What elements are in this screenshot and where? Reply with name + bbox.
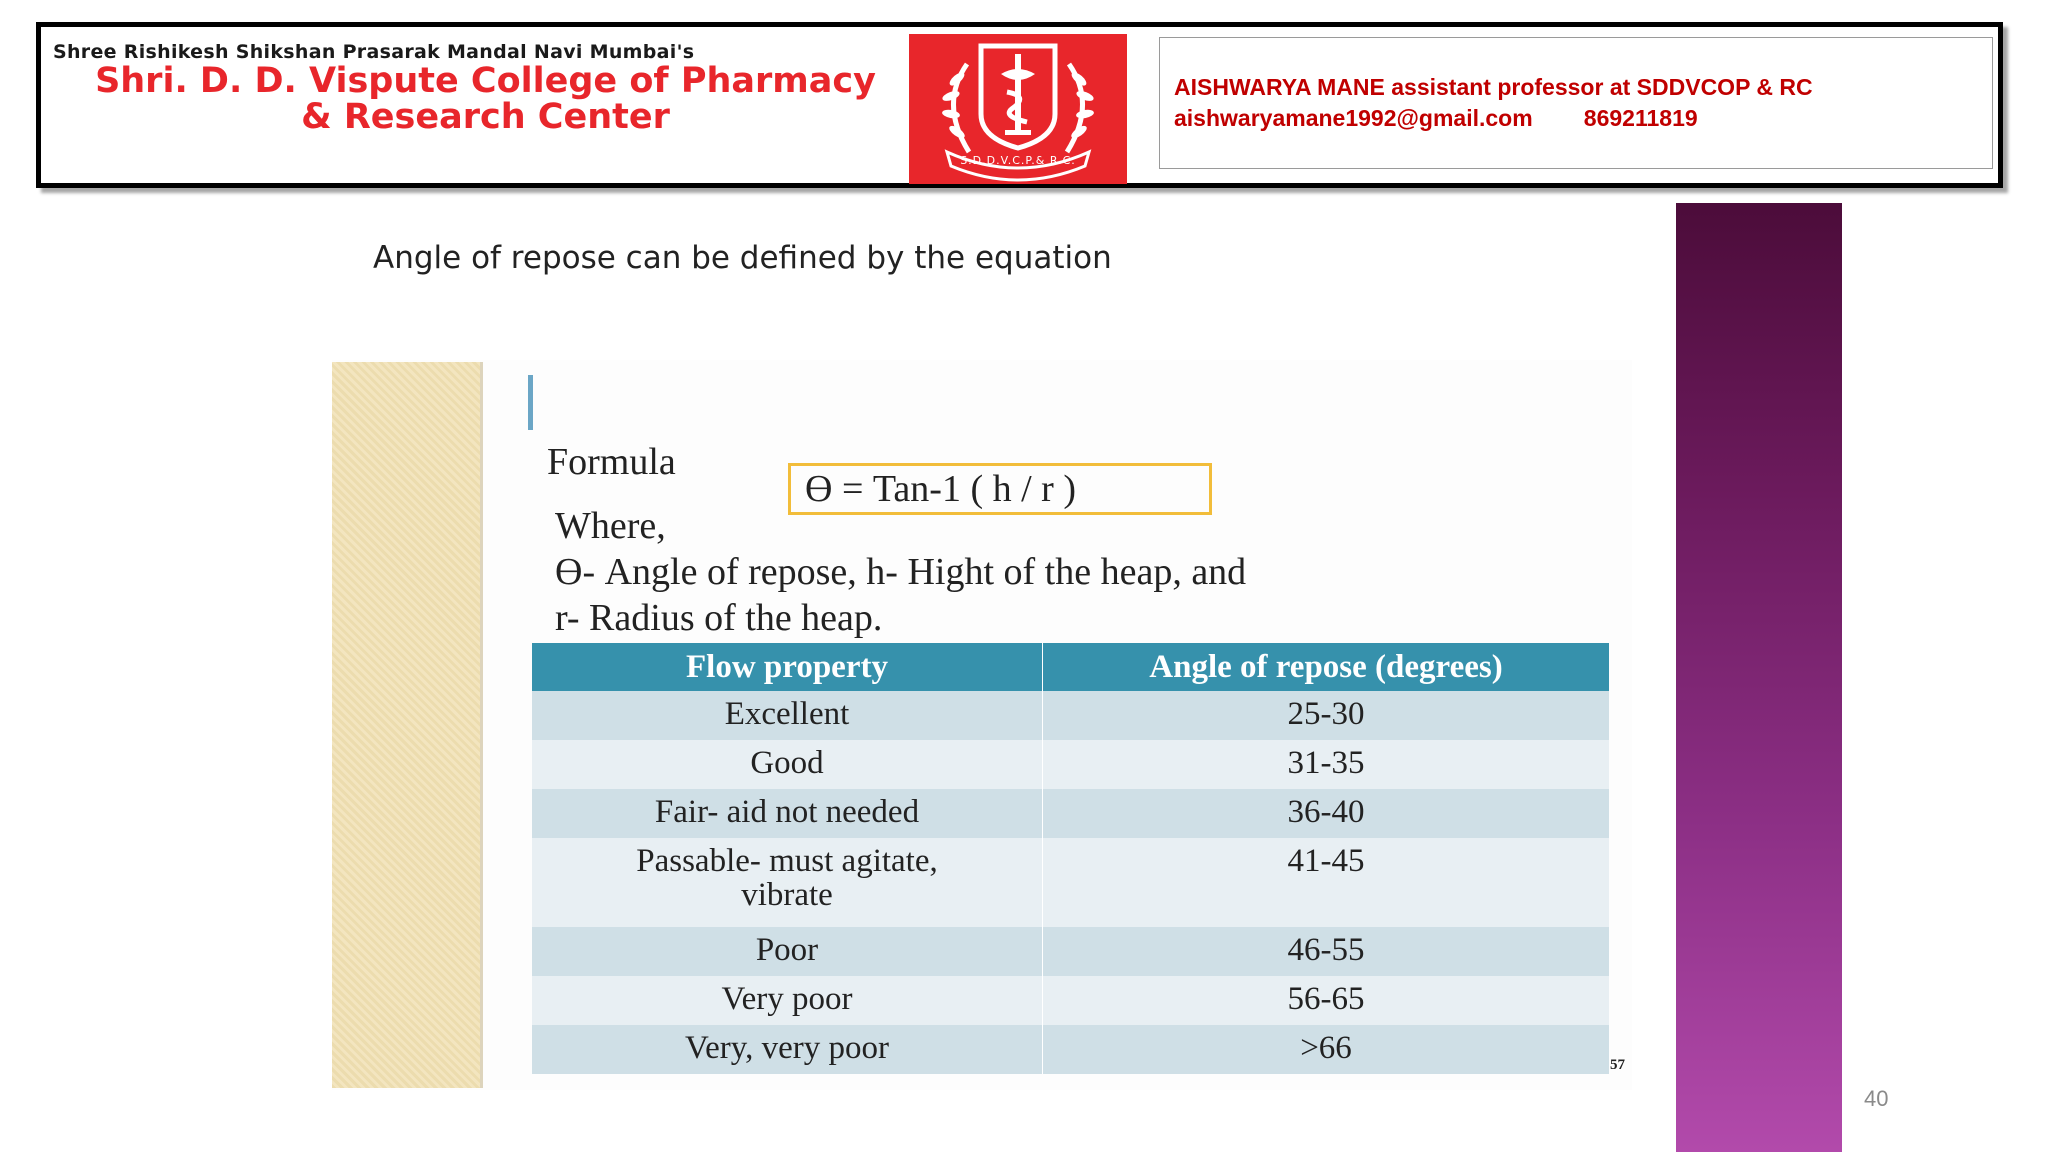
header-banner <box>36 22 2003 188</box>
college-logo <box>909 34 1127 184</box>
table-row <box>532 927 1609 976</box>
flow-property-cell: Excellent <box>532 691 1043 740</box>
angle-cell: >66 <box>1043 1025 1610 1074</box>
flow-property-line1: Passable- must agitate, <box>636 843 938 879</box>
table-row <box>532 691 1609 740</box>
contact-details <box>1174 105 1698 132</box>
angle-cell: 46-55 <box>1043 927 1610 976</box>
contact-box <box>1159 37 1993 169</box>
slide-number: 40 <box>1864 1086 1889 1111</box>
contact-email: aishwaryamane1992@gmail.com <box>1174 105 1533 131</box>
source-page-number: 57 <box>1610 1057 1625 1073</box>
table-row <box>532 976 1609 1025</box>
logo-ribbon-text: S.D.D.V.C.P.& R.C. <box>960 154 1076 167</box>
decorative-purple-bar <box>1676 203 1842 1152</box>
header-flow-property: Flow property <box>532 643 1043 691</box>
college-name-line2: & Research Center <box>301 97 670 137</box>
contact-name-title: AISHWARYA MANE assistant professor at SDDVCOP & RC <box>1174 74 1813 100</box>
contact-phone: 869211819 <box>1583 105 1698 131</box>
flow-property-cell: Very, very poor <box>532 1025 1043 1074</box>
flow-property-cell: Good <box>532 740 1043 789</box>
formula-box: ϴ = Tan-1 ( h / r ) <box>788 463 1212 515</box>
flow-property-cell: Poor <box>532 927 1043 976</box>
text-cursor-mark <box>528 375 533 430</box>
flow-property-table <box>532 643 1609 1074</box>
table-header-row <box>532 643 1609 691</box>
flow-property-cell <box>532 838 1043 927</box>
college-name-line1: Shri. D. D. Vispute College of Pharmacy <box>95 61 876 101</box>
intro-text: Angle of repose can be defined by the equation <box>373 240 1112 276</box>
org-name: Shree Rishikesh Shikshan Prasarak Mandal Navi Mumbai's <box>53 41 695 63</box>
college-name <box>53 63 918 135</box>
flow-property-cell: Very poor <box>532 976 1043 1025</box>
angle-cell: 25-30 <box>1043 691 1610 740</box>
angle-cell: 31-35 <box>1043 740 1610 789</box>
angle-cell: 41-45 <box>1043 838 1610 927</box>
angle-cell: 36-40 <box>1043 789 1610 838</box>
angle-cell: 56-65 <box>1043 976 1610 1025</box>
table-row <box>532 789 1609 838</box>
flow-property-line2: vibrate <box>741 877 833 913</box>
where-label: Where, <box>555 505 666 547</box>
definition-line-2: r- Radius of the heap. <box>555 597 883 639</box>
formula-label: Formula <box>547 441 676 483</box>
decorative-strip <box>332 362 483 1088</box>
embedded-slide-image <box>332 360 1632 1090</box>
table-row <box>532 838 1609 927</box>
header-angle-of-repose: Angle of repose (degrees) <box>1043 643 1610 691</box>
definition-line-1: ϴ- Angle of repose, h- Hight of the heap, and <box>555 551 1247 593</box>
flow-property-cell: Fair- aid not needed <box>532 789 1043 838</box>
table-row <box>532 1025 1609 1074</box>
table-row <box>532 740 1609 789</box>
